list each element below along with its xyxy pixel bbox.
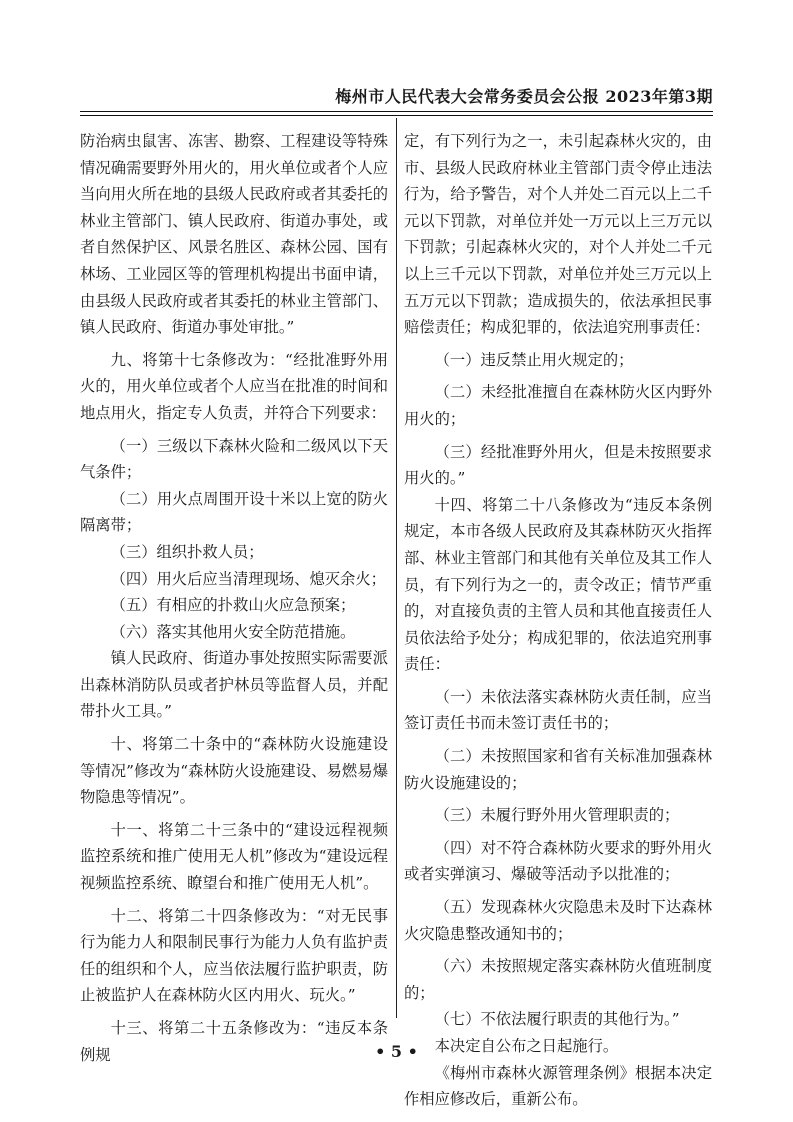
amendment-12-paragraph: 十二、将第二十四条修改为：“对无民事行为能力人和限制民事行为能力人负有监护责任的组织和个人，应当依法履行监护职责，防止被监护人在森林防火区内用火、玩火。” xyxy=(80,906,388,1005)
list-item: （一）三级以下森林火险和二级风以下天气条件； xyxy=(80,436,388,482)
amendment-11-paragraph: 十一、将第二十三条中的“建设远程视频监控系统和推广使用无人机”修改为“建设远程视频监控系统、瞭望台和推广使用无人机”。 xyxy=(80,820,388,893)
header-rule-top xyxy=(80,111,713,112)
list-item: （三）未履行野外用火管理职责的； xyxy=(434,806,680,825)
list-item: （三）经批准野外用火，但是未按照要求用火的。” xyxy=(404,442,712,488)
list-item: （一）未依法落实森林防火责任制，应当签订责任书而未签订责任书的； xyxy=(404,687,712,733)
amendment-9-paragraph: 九、将第十七条修改为：“经批准野外用火的，用火单位或者个人应当在批准的时间和地点用火，指定专人负责，并符合下列要求： xyxy=(80,350,388,422)
gazette-header-title: 梅州市人民代表大会常务委员会公报 2023年第3期 xyxy=(335,87,713,106)
list-item: （六）未按照规定落实森林防火值班制度的； xyxy=(404,957,712,1002)
amendment-13-paragraph: 十三、将第二十五条修改为：“违反本条例规 xyxy=(80,1019,388,1064)
paragraph: 定，有下列行为之一，未引起森林火灾的，由市、县级人民政府林业主管部门责令停止违法行为，给予警告，对个人并处二百元以上二千元以下罚款，对单位并处一万元以上三万元以下罚款；引起森林火灾的，对个人并处二千元以上三千元以下罚款，对单位并处三万元以上五万元以下罚款；造成损失的，依法承担民事赔偿责任；构成犯罪的，依法追究刑事责任： xyxy=(404,132,712,337)
list-item: （三）组织扑救人员； xyxy=(110,542,264,561)
amendment-14-paragraph: 十四、将第二十八条修改为“违反本条例规定，本市各级人民政府及其森林防灭火指挥部、林业主管部门和其他有关单位及其工作人员，有下列行为之一的，责令改正；情节严重的，对直接负责的主管人员和其他直接责任人员依法给予处分；构成犯罪的，依法追究刑事责任： xyxy=(404,495,712,674)
header-rule-bottom xyxy=(80,115,713,116)
list-item: （四）用火后应当清理现场、熄灭余火； xyxy=(110,569,386,588)
effective-date-paragraph: 本决定自公布之日起施行。 xyxy=(434,1037,619,1055)
list-item: （六）落实其他用火安全防范措施。 xyxy=(110,622,356,641)
list-item: （二）未经批准擅自在森林防火区内野外用火的； xyxy=(404,383,712,428)
left-column xyxy=(80,128,388,1068)
list-item: （七）不依法履行职责的其他行为。” xyxy=(434,1010,680,1029)
amendment-10-paragraph: 十、将第二十条中的“森林防火设施建设等情况”修改为“森林防火设施建设、易燃易爆物隐患等情况”。 xyxy=(80,735,388,807)
right-column xyxy=(404,128,712,1113)
list-item: （五）有相应的扑救山火应急预案； xyxy=(110,596,356,615)
paragraph: 镇人民政府、街道办事处按照实际需要派出森林消防队员或者护林员等监督人员，并配带扑火工具。” xyxy=(80,649,388,721)
page-number: • 5 • xyxy=(375,1042,418,1061)
list-item: （五）发现森林火灾隐患未及时下达森林火灾隐患整改通知书的； xyxy=(404,898,712,943)
list-item: （二）用火点周围开设十米以上宽的防火隔离带； xyxy=(80,489,388,535)
list-item: （四）对不符合森林防火要求的野外用火或者实弹演习、爆破等活动予以批准的； xyxy=(404,838,712,884)
paragraph: 防治病虫鼠害、冻害、勘察、工程建设等特殊情况确需要野外用火的，用火单位或者个人应当向用火所在地的县级人民政府或者其委托的林业主管部门、镇人民政府、街道办事处，或者自然保护区、风景名胜区、森林公园、国有林场、工业园区等的管理机构提出书面申请，由县级人民政府或者其委托的林业主管部门、镇人民政府、街道办事处审批。” xyxy=(80,132,388,337)
column-divider xyxy=(396,118,397,1018)
list-item: （一）违反禁止用火规定的； xyxy=(434,350,634,369)
list-item: （二）未按照国家和省有关标准加强森林防火设施建设的； xyxy=(404,747,712,792)
republication-paragraph: 《梅州市森林火源管理条例》根据本决定作相应修改后，重新公布。 xyxy=(404,1063,712,1109)
